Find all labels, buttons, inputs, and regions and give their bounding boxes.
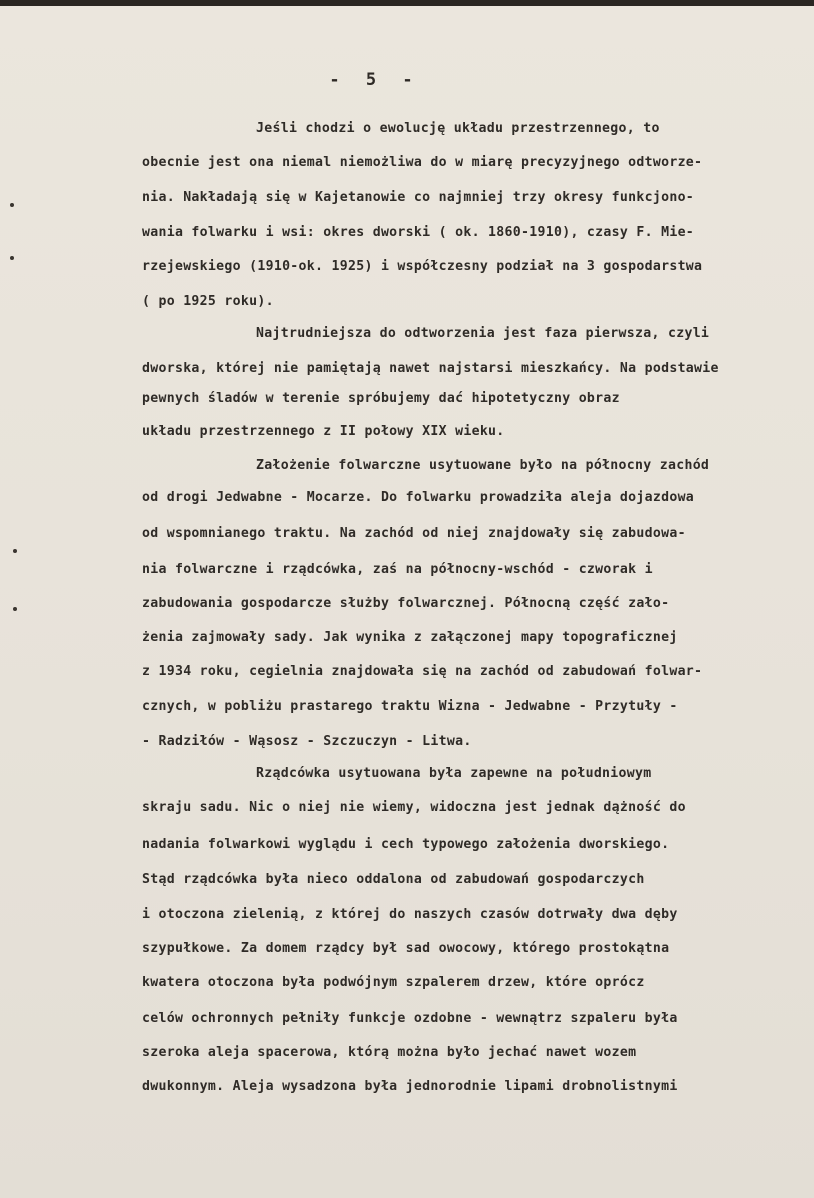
page-number: - 5 -: [329, 70, 421, 90]
text-line: Założenie folwarczne usytuowane było na północny zachód: [256, 458, 710, 473]
text-line: pewnych śladów w terenie spróbujemy dać hipotetyczny obraz: [142, 391, 620, 406]
text-line: nia folwarczne i rządcówka, zaś na północny-wschód - czworak i: [142, 562, 653, 577]
margin-mark: [10, 256, 14, 260]
text-line: celów ochronnych pełniły funkcje ozdobne - wewnątrz szpaleru była: [142, 1011, 678, 1026]
margin-mark: [13, 607, 17, 611]
text-line: od drogi Jedwabne - Mocarze. Do folwarku prowadziła aleja dojazdowa: [142, 490, 695, 505]
text-line: skraju sadu. Nic o niej nie wiemy, widoczna jest jednak dążność do: [142, 800, 686, 815]
text-line: obecnie jest ona niemal niemożliwa do w miarę precyzyjnego odtworze-: [142, 155, 703, 170]
margin-mark: [13, 549, 17, 553]
text-line: układu przestrzennego z II połowy XIX wieku.: [142, 424, 505, 439]
text-line: nia. Nakładają się w Kajetanowie co najmniej trzy okresy funkcjono-: [142, 190, 695, 205]
text-line: z 1934 roku, cegielnia znajdowała się na zachód od zabudowań folwar-: [142, 664, 703, 679]
scan-top-edge: [0, 0, 814, 6]
text-line: kwatera otoczona była podwójnym szpalerem drzew, które oprócz: [142, 975, 645, 990]
text-line: nadania folwarkowi wyglądu i cech typowego założenia dworskiego.: [142, 837, 670, 852]
text-line: Najtrudniejsza do odtworzenia jest faza pierwsza, czyli: [256, 326, 710, 341]
text-line: dwukonnym. Aleja wysadzona była jednorodnie lipami drobnolistnymi: [142, 1079, 678, 1094]
text-line: Jeśli chodzi o ewolucję układu przestrzennego, to: [256, 121, 660, 136]
text-line: zabudowania gospodarcze służby folwarcznej. Północną część zało-: [142, 596, 670, 611]
text-line: żenia zajmowały sady. Jak wynika z załączonej mapy topograficznej: [142, 630, 678, 645]
text-line: szeroka aleja spacerowa, którą można było jechać nawet wozem: [142, 1045, 637, 1060]
text-line: rzejewskiego (1910-ok. 1925) i współczesny podział na 3 gospodarstwa: [142, 259, 703, 274]
text-line: szypułkowe. Za domem rządcy był sad owocowy, którego prostokątna: [142, 941, 670, 956]
text-line: wania folwarku i wsi: okres dworski ( ok. 1860-1910), czasy F. Mie-: [142, 225, 695, 240]
text-line: dworska, której nie pamiętają nawet najstarsi mieszkańcy. Na podstawie: [142, 361, 719, 376]
text-line: Stąd rządcówka była nieco oddalona od zabudowań gospodarczych: [142, 872, 645, 887]
text-line: ( po 1925 roku).: [142, 294, 274, 309]
text-line: i otoczona zielenią, z której do naszych czasów dotrwały dwa dęby: [142, 907, 678, 922]
margin-mark: [10, 203, 14, 207]
text-line: - Radziłów - Wąsosz - Szczuczyn - Litwa.: [142, 734, 472, 749]
text-line: Rządcówka usytuowana była zapewne na południowym: [256, 766, 652, 781]
text-line: od wspomnianego traktu. Na zachód od niej znajdowały się zabudowa-: [142, 526, 686, 541]
text-line: cznych, w pobliżu prastarego traktu Wizna - Jedwabne - Przytuły -: [142, 699, 678, 714]
